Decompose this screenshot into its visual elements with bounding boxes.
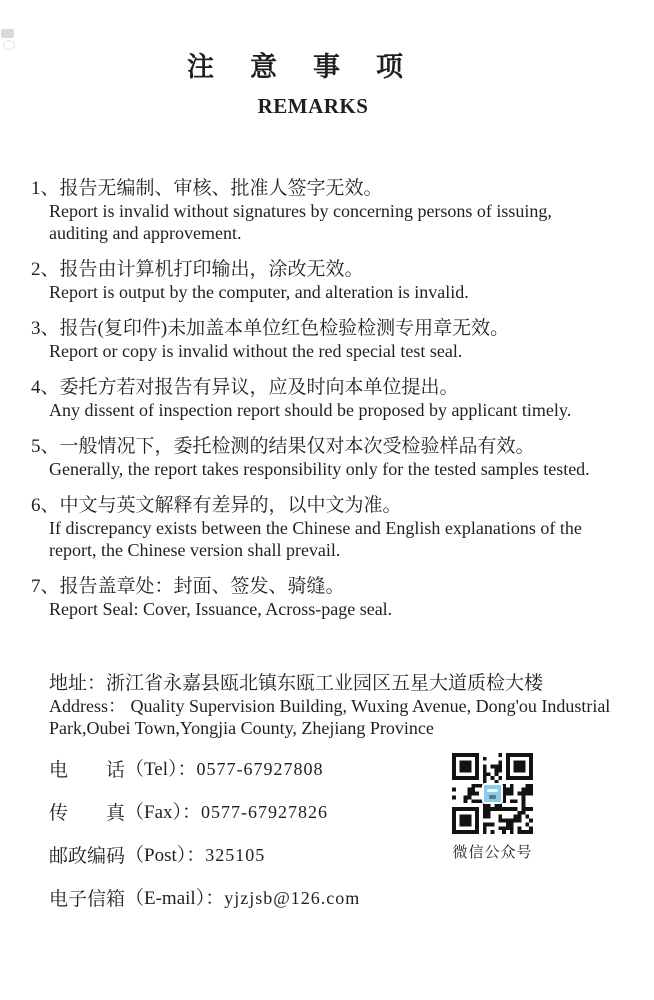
item-text-zh: 中文与英文解释有差异的，以中文为准。 [59,495,402,516]
page-header [0,52,640,118]
address-block [49,672,624,739]
post-code: 325105 [205,845,266,865]
remark-item-2 [31,258,624,303]
item-number: 7、 [31,576,60,597]
post-label-en: （Post）： [125,845,206,866]
item-number: 1、 [31,178,60,199]
item-text-zh: 报告(复印件)未加盖本单位红色检验检测专用章无效。 [59,318,510,339]
item-number: 6、 [31,495,60,516]
remark-item-4 [31,376,624,421]
address-en: Address： Quality Supervision Building, Wuxing Avenue, Dong'ou Industrial Park,Oubei Town,Yongjia County, Zhejiang Province [49,696,611,738]
item-text-zh: 报告盖章处：封面、签发、骑缝。 [59,576,345,597]
scan-artifact [1,29,14,38]
item-text-zh: 委托方若对报告有异议，应及时向本单位提出。 [59,377,459,398]
item-number: 3、 [31,318,60,339]
contact-info [49,758,624,911]
post-label-zh: 邮政编码 [49,846,126,867]
remark-item-5 [31,435,624,480]
address-zh: 地址：浙江省永嘉县瓯北镇东瓯工业园区五星大道质检大楼 [49,673,544,694]
item-number: 5、 [31,436,60,457]
phone-row [49,758,624,782]
wechat-qr-block [452,753,533,862]
wechat-logo-icon [482,783,503,804]
scan-artifact [3,40,15,50]
wechat-qr-code [452,753,533,834]
remark-item-1 [31,177,624,244]
item-text-zh: 报告无编制、审核、批准人签字无效。 [59,178,383,199]
item-text-en: Generally, the report takes responsibility only for the tested samples tested. [49,459,590,479]
remark-item-6 [31,494,624,561]
phone-label-en: （Tel）： [125,759,197,780]
item-text-en: Report is output by the computer, and alteration is invalid. [49,282,469,302]
fax-number: 0577-67927826 [201,802,329,822]
qr-caption: 微信公众号 [452,845,533,861]
email-address: yjzjsb@126.com [224,888,361,908]
item-text-en: Report or copy is invalid without the red special test seal. [49,341,463,361]
remarks-list [31,177,624,911]
phone-number: 0577-67927808 [196,759,324,779]
item-text-en: If discrepancy exists between the Chinese and English explanations of the report, the Chinese version shall prevail. [49,518,582,560]
item-number: 2、 [31,259,60,280]
remark-item-3 [31,317,624,362]
item-text-en: Any dissent of inspection report should be proposed by applicant timely. [49,400,572,420]
fax-label-zh: 传真 [49,803,125,824]
email-label-en: （E-mail）： [125,888,225,909]
page-title-zh: 注意事项 [187,52,439,82]
remark-item-7 [31,575,624,620]
phone-label-zh: 电话 [49,760,125,781]
fax-row [49,801,624,825]
item-number: 4、 [31,377,60,398]
post-row [49,844,624,868]
item-text-zh: 一般情况下，委托检测的结果仅对本次受检验样品有效。 [59,436,535,457]
fax-label-en: （Fax）： [125,802,202,823]
item-text-en: Report is invalid without signatures by concerning persons of issuing, auditing and approvement. [49,201,552,243]
item-text-zh: 报告由计算机打印输出，涂改无效。 [59,259,364,280]
item-text-en: Report Seal: Cover, Issuance, Across-page seal. [49,599,393,619]
email-label-zh: 电子信箱 [49,889,126,910]
email-row [49,887,624,911]
page-title-en: REMARKS [257,94,369,118]
